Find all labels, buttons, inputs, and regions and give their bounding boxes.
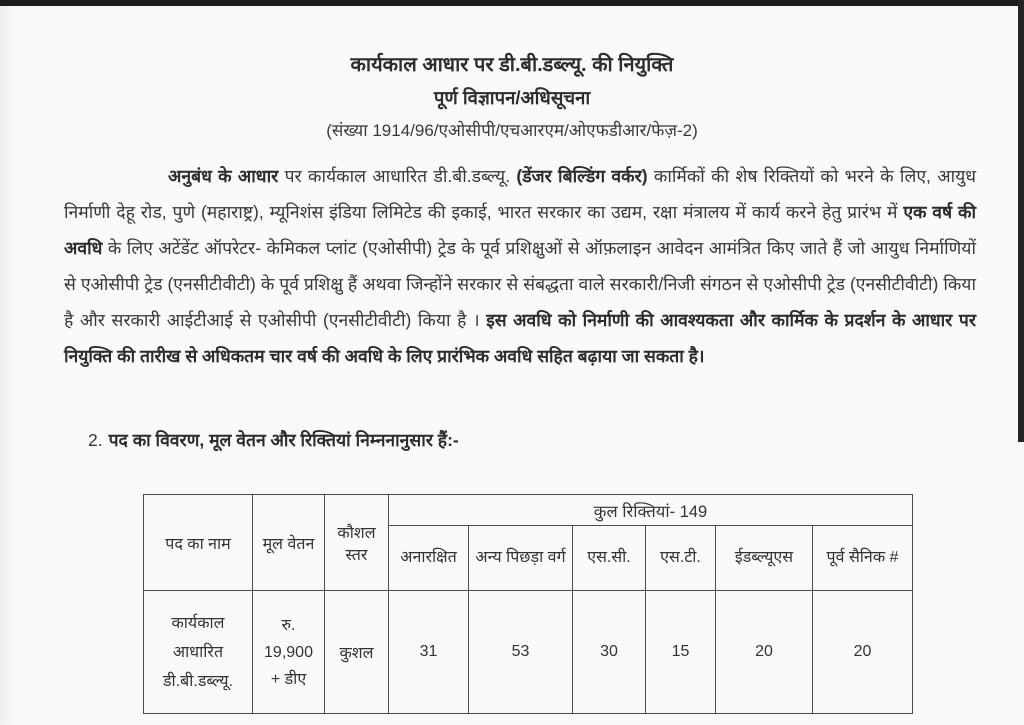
paragraph-bold-one-year-period: एक वर्ष की अवधि	[64, 202, 976, 258]
table-header-row-group	[144, 495, 913, 526]
cell-ex-serviceman-count: 20	[813, 591, 913, 714]
left-page-margin	[0, 6, 14, 725]
paragraph-segment-1: पर कार्यकाल आधारित डी.बी.डब्ल्यू.	[278, 166, 517, 186]
paragraph-bold-danger-building-worker: (डेंजर बिल्डिंग वर्कर)	[516, 166, 648, 186]
paragraph-segment-3: के लिए अटेंडेंट ऑपरेटर- केमिकल प्लांट (एओसीपी) ट्रेड के पूर्व प्रशिक्षुओं से ऑफ़लाइन आवेदन आमंत्रित किए जाते हैं जो आयुध निर्माणियों से एओसीपी ट्रेड (एनसीटीवीटी) के पूर्व प्रशिक्षु हैं अथवा जिन्होंने सरकार से संबद्धता वाले सरकारी/निजी संगठन से एओसीपी ट्रेड (एनसीटीवीटी) किया है और सरकारी आईटीआई से एओसीपी (एनसीटीवीटी) किया है ।	[64, 238, 976, 330]
notification-reference-number: (संख्या 1914/96/एओसीपी/एचआरएम/ओएफडीआर/फेज़-2)	[326, 121, 698, 140]
header-obc: अन्य पिछड़ा वर्ग	[469, 526, 573, 591]
cell-unreserved-count: 31	[389, 591, 469, 714]
header-post-name: पद का नाम	[144, 495, 253, 591]
header-basic-pay: मूल वेतन	[253, 495, 325, 591]
section-2-heading	[88, 428, 459, 452]
header-skill-level: कौशल स्तर	[325, 495, 389, 591]
paragraph-segment-2: कार्मिकों की शेष रिक्तियों को भरने के लिए, आयुध निर्माणी देहू रोड, पुणे (महाराष्ट्र), म्यूनिशंस इंडिया लिमिटेड की इकाई, भारत सरकार का उद्यम, रक्षा मंत्रालय में कार्य करने हेतु प्रारंभ में	[64, 166, 976, 222]
paragraph-bold-contract-basis: अनुबंध के आधार	[168, 166, 279, 186]
header-total-vacancies: कुल रिक्तियां- 149	[389, 495, 913, 526]
page-title: कार्यकाल आधार पर डी.बी.डब्ल्यू. की नियुक्ति	[350, 54, 674, 76]
pay-line-amount: 19,900	[264, 643, 313, 661]
paragraph-bold-extension-clause: इस अवधि को निर्माणी की आवश्यकता और कार्मिक के प्रदर्शन के आधार पर नियुक्ति की तारीख से अधिकतम चार वर्ष की अवधि के लिए प्रारंभिक अवधि सहित बढ़ाया जा सकता है।	[64, 310, 976, 366]
top-edge-bar	[0, 0, 1024, 6]
cell-basic-pay	[253, 591, 325, 714]
table-row	[144, 591, 913, 714]
page-subtitle: पूर्ण विज्ञापन/अधिसूचना	[433, 87, 591, 108]
vacancy-table	[143, 494, 913, 714]
header-ex-serviceman: पूर्व सैनिक #	[813, 526, 913, 591]
cell-obc-count: 53	[469, 591, 573, 714]
section-number: 2.	[88, 430, 103, 450]
cell-post-name: कार्यकाल आधारित डी.बी.डब्ल्यू.	[144, 591, 253, 714]
section-heading-text: पद का विवरण, मूल वेतन और रिक्तियां निम्ननानुसार हैं:-	[108, 430, 459, 450]
header-unreserved: अनारक्षित	[389, 526, 469, 591]
header-ews: ईडब्ल्यूएस	[716, 526, 813, 591]
cell-ews-count: 20	[716, 591, 813, 714]
cell-skill-level: कुशल	[325, 591, 389, 714]
cell-sc-count: 30	[573, 591, 646, 714]
header-sc: एस.सी.	[573, 526, 646, 591]
cell-st-count: 15	[646, 591, 716, 714]
intro-paragraph	[64, 158, 976, 374]
pay-line-da: + डीए	[270, 670, 307, 688]
header-st: एस.टी.	[646, 526, 716, 591]
pay-line-currency: रु.	[281, 616, 296, 634]
